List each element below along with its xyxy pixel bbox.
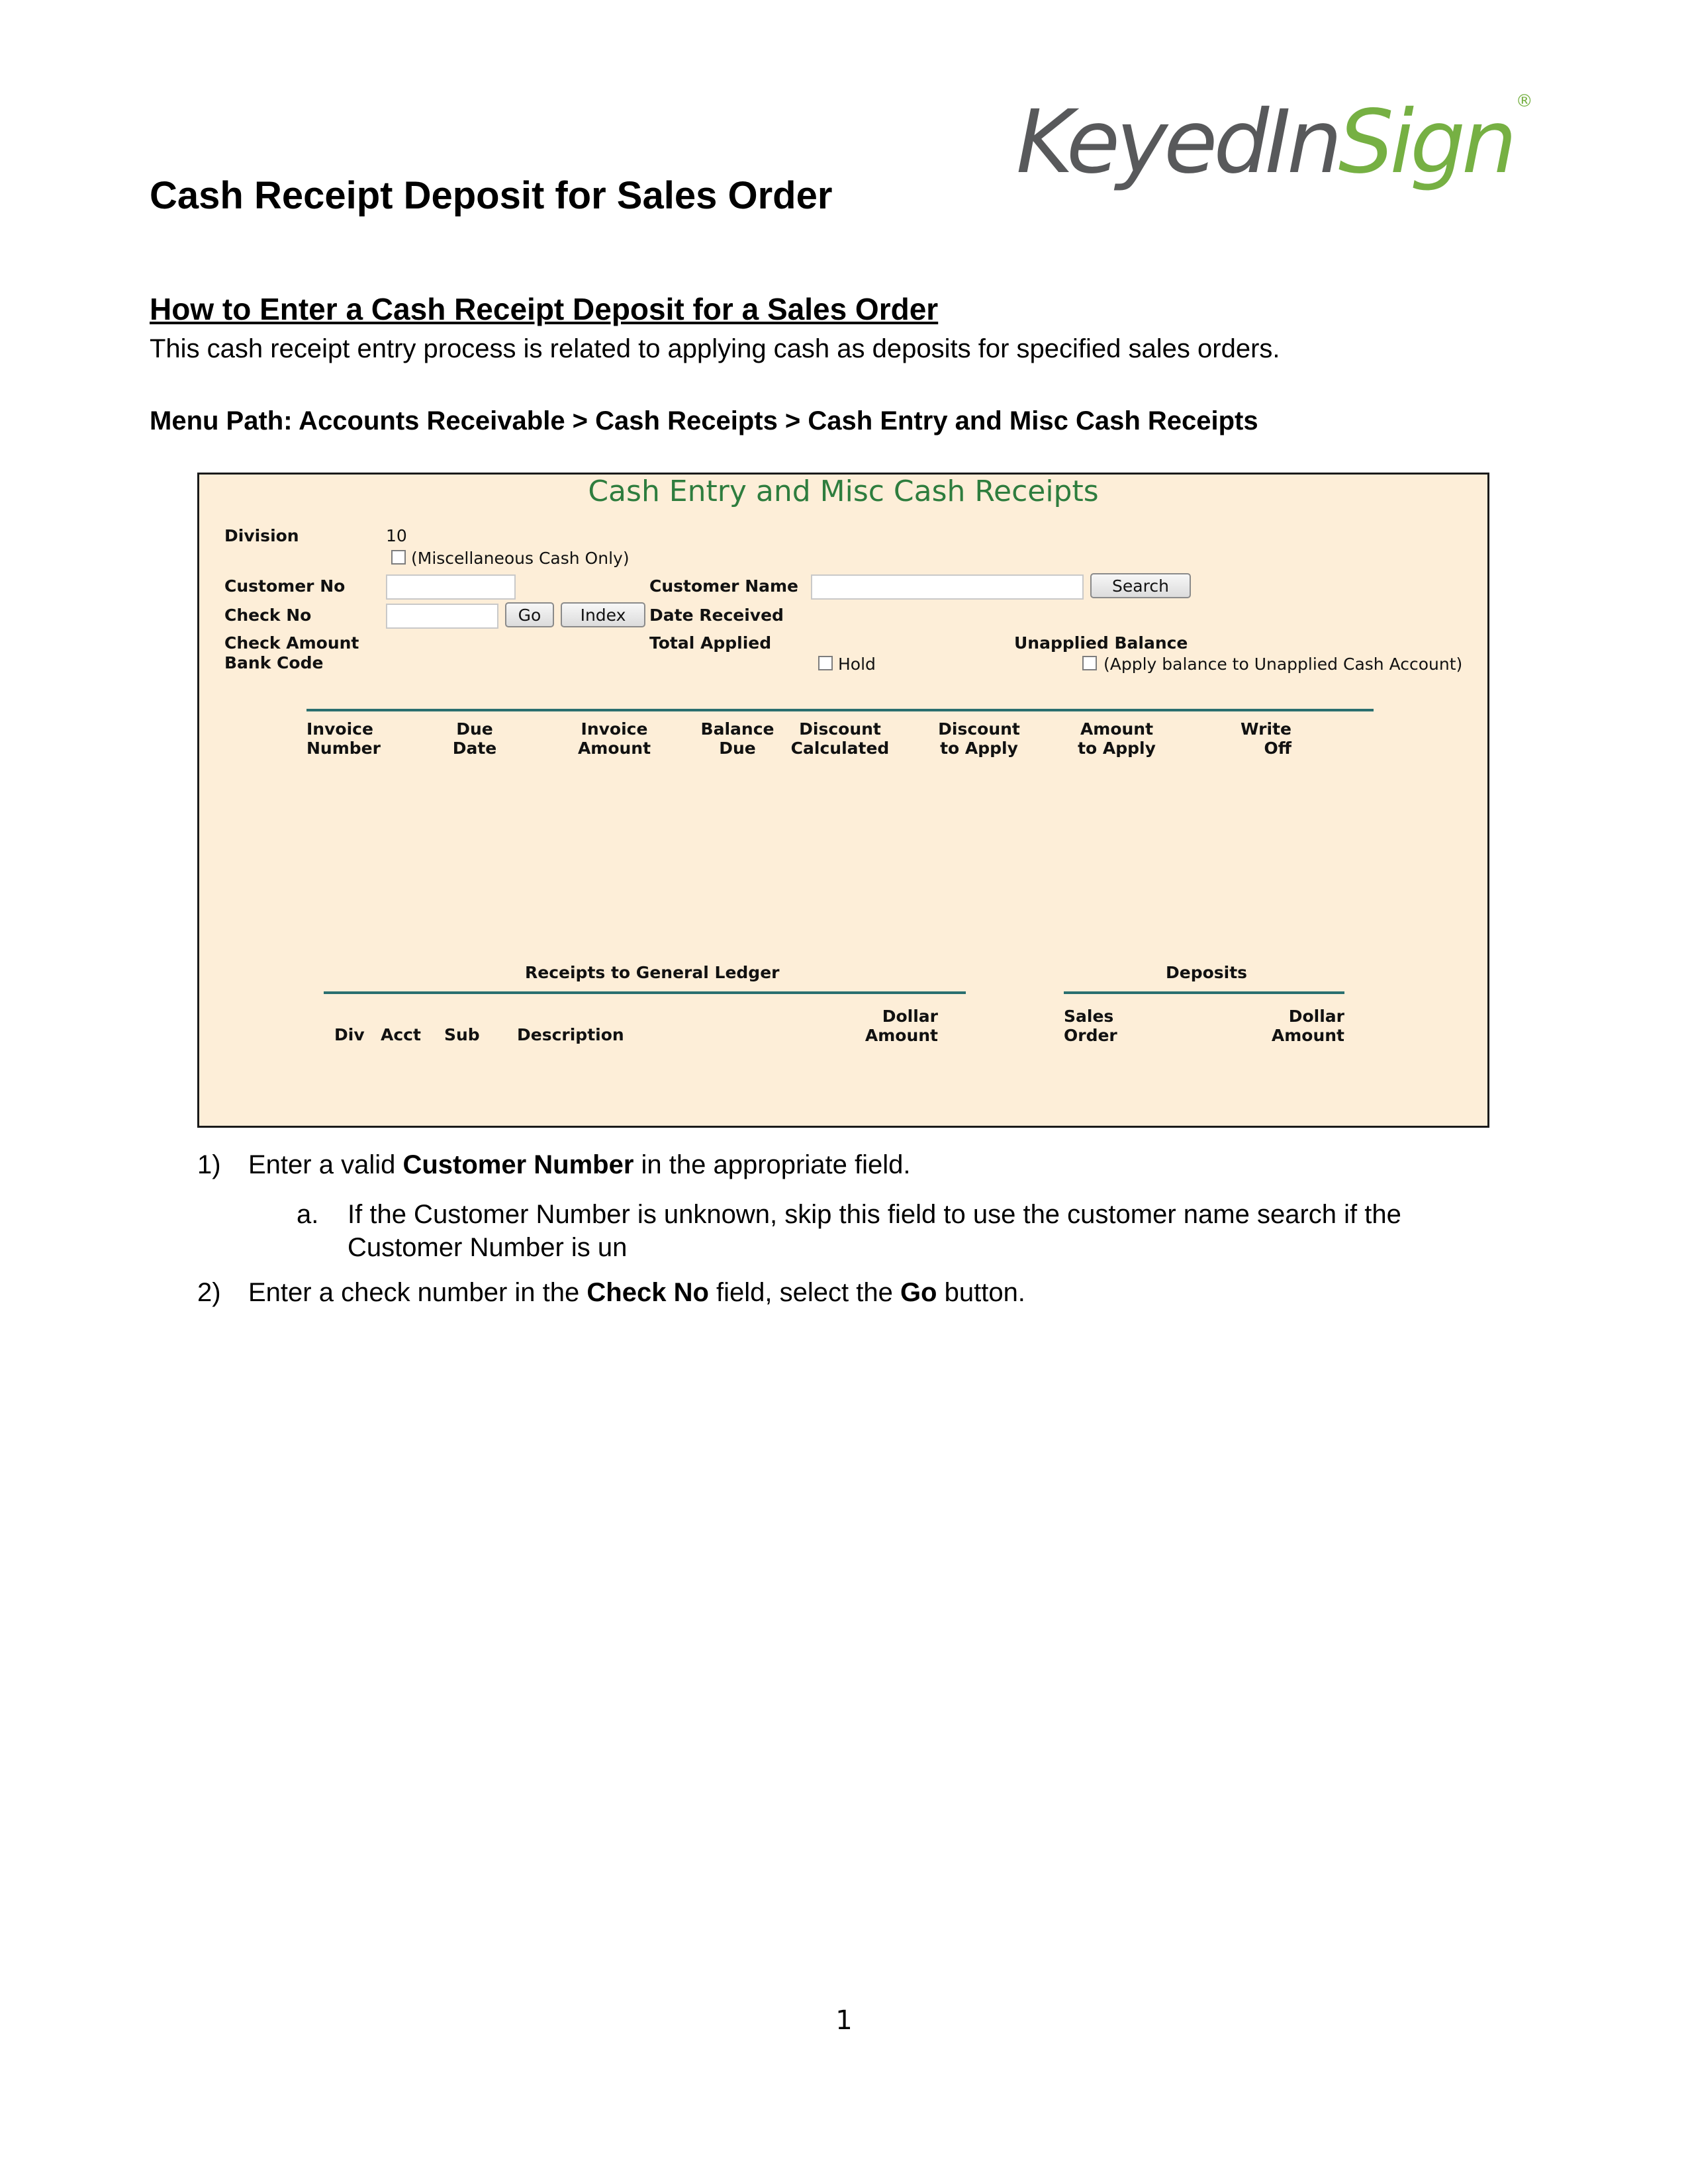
- go-button[interactable]: Go: [505, 602, 554, 627]
- invoice-number-header: Invoice Number: [306, 719, 381, 758]
- apply-balance-checkbox[interactable]: [1082, 656, 1097, 670]
- invoice-amount-header: Invoice Amount: [577, 719, 651, 758]
- customer-name-input[interactable]: [811, 574, 1084, 600]
- customer-name-label: Customer Name: [649, 576, 798, 596]
- customer-number-term: Customer Number: [402, 1150, 634, 1179]
- check-no-input[interactable]: [386, 604, 498, 629]
- deposit-sales-order-header: Sales Order: [1064, 1007, 1117, 1045]
- check-no-term: Check No: [586, 1278, 709, 1307]
- check-amount-label: Check Amount: [224, 633, 359, 653]
- page-number: 1: [835, 2005, 853, 2036]
- amount-to-apply-header: Amount to Apply: [1078, 719, 1156, 758]
- balance-due-header: Balance Due: [700, 719, 774, 758]
- customer-no-input[interactable]: [386, 574, 516, 600]
- gl-dollar-amount-header: Dollar Amount: [865, 1007, 938, 1045]
- write-off-header: Write Off: [1241, 719, 1291, 758]
- misc-cash-checkbox[interactable]: [391, 550, 406, 565]
- document-title: Cash Receipt Deposit for Sales Order: [150, 174, 833, 217]
- deposit-dollar-amount-header: Dollar Amount: [1271, 1007, 1344, 1045]
- keyedinsign-logo: [1016, 83, 1529, 193]
- intro-paragraph: This cash receipt entry process is related to applying cash as deposits for specified sales orders.: [150, 334, 1280, 363]
- gl-section-title: Receipts to General Ledger: [525, 963, 780, 982]
- division-value: 10: [386, 526, 407, 545]
- logo-part2: Sign: [1338, 91, 1513, 193]
- total-applied-label: Total Applied: [649, 633, 772, 653]
- index-button[interactable]: Index: [561, 602, 645, 627]
- gl-div-header: Div: [334, 1025, 365, 1044]
- gl-sub-header: Sub: [444, 1025, 480, 1044]
- hold-label: Hold: [838, 655, 876, 674]
- apply-balance-label: (Apply balance to Unapplied Cash Account): [1103, 655, 1463, 674]
- go-term: Go: [900, 1278, 937, 1307]
- date-received-label: Date Received: [649, 606, 784, 625]
- logo-part1: KeyedIn: [1016, 91, 1338, 193]
- check-no-label: Check No: [224, 606, 312, 625]
- gl-description-header: Description: [517, 1025, 624, 1044]
- search-button[interactable]: Search: [1090, 573, 1191, 598]
- due-date-header: Due Date: [452, 719, 497, 758]
- menu-path: Menu Path: Accounts Receivable > Cash Receipts > Cash Entry and Misc Cash Receipts: [150, 406, 1258, 435]
- discount-calculated-header: Discount Calculated: [790, 719, 890, 758]
- customer-no-label: Customer No: [224, 576, 346, 596]
- logo-registered-mark: ®: [1515, 91, 1529, 111]
- screen-title: Cash Entry and Misc Cash Receipts: [588, 475, 1099, 508]
- division-label: Division: [224, 526, 299, 545]
- unapplied-balance-label: Unapplied Balance: [1014, 633, 1188, 653]
- deposits-section-title: Deposits: [1166, 963, 1248, 982]
- deposits-header-rule: [1064, 991, 1344, 994]
- hold-checkbox[interactable]: [818, 656, 833, 670]
- cash-entry-screenshot: [197, 473, 1489, 1128]
- gl-header-rule: [324, 991, 966, 994]
- misc-cash-label: (Miscellaneous Cash Only): [411, 549, 630, 568]
- invoice-header-rule: [306, 709, 1374, 711]
- section-title: How to Enter a Cash Receipt Deposit for a Sales Order: [150, 292, 939, 326]
- discount-to-apply-header: Discount to Apply: [938, 719, 1020, 758]
- gl-acct-header: Acct: [381, 1025, 421, 1044]
- bank-code-label: Bank Code: [224, 653, 324, 672]
